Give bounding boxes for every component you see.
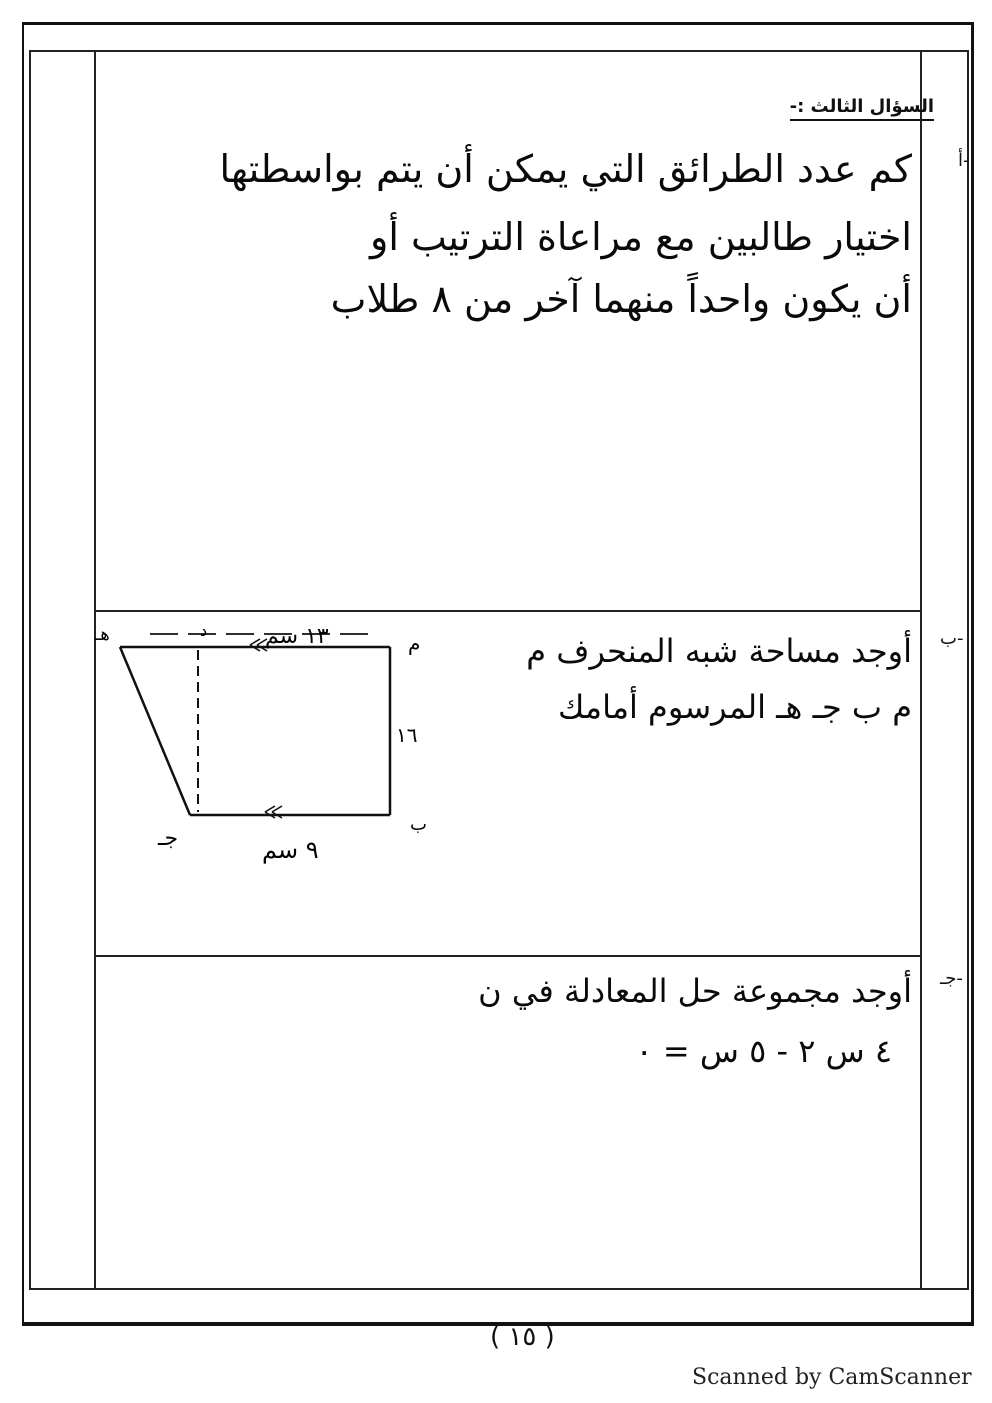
- vertex-b-label: ب: [410, 814, 427, 835]
- vertex-j-label: جـ: [158, 826, 179, 851]
- right-margin-line: [920, 50, 922, 1290]
- vertex-h-label: هـ: [95, 624, 110, 645]
- part-c-label: جـ-: [940, 968, 963, 989]
- vertex-d-label: د: [200, 621, 208, 640]
- section-divider-1: [94, 610, 920, 612]
- part-a-line-3: أن يكون واحداً منهما آخر من ٨ طلاب: [330, 277, 912, 321]
- top-length-label: ١٣ سم: [265, 624, 329, 649]
- part-a-label: أ-: [958, 150, 970, 171]
- part-b-line-2: م ب جـ هـ المرسوم أمامك: [557, 688, 912, 726]
- page-number: ( ١٥ ): [490, 1322, 555, 1352]
- scanner-footer: Scanned by CamScanner: [692, 1365, 972, 1390]
- part-b-line-1: أوجد مساحة شبه المنحرف م: [526, 632, 912, 670]
- part-c-equation: ٤ س ٢ - ٥ س = ٠: [635, 1032, 892, 1070]
- section-divider-2: [94, 955, 920, 957]
- part-b-label: ب-: [940, 628, 964, 649]
- vertex-m-label: م: [408, 631, 421, 655]
- bottom-length-label: ٩ سم: [262, 836, 319, 864]
- question-heading: السؤال الثالث :-: [790, 96, 934, 121]
- side-length-label: ١٦: [396, 723, 418, 747]
- part-c-line-1: أوجد مجموعة حل المعادلة في ن: [478, 972, 912, 1010]
- left-margin-line: [94, 50, 96, 1290]
- part-a-line-1: كم عدد الطرائق التي يمكن أن يتم بواسطتها: [219, 147, 912, 191]
- part-a-line-2: اختيار طالبين مع مراعاة الترتيب أو: [369, 215, 912, 259]
